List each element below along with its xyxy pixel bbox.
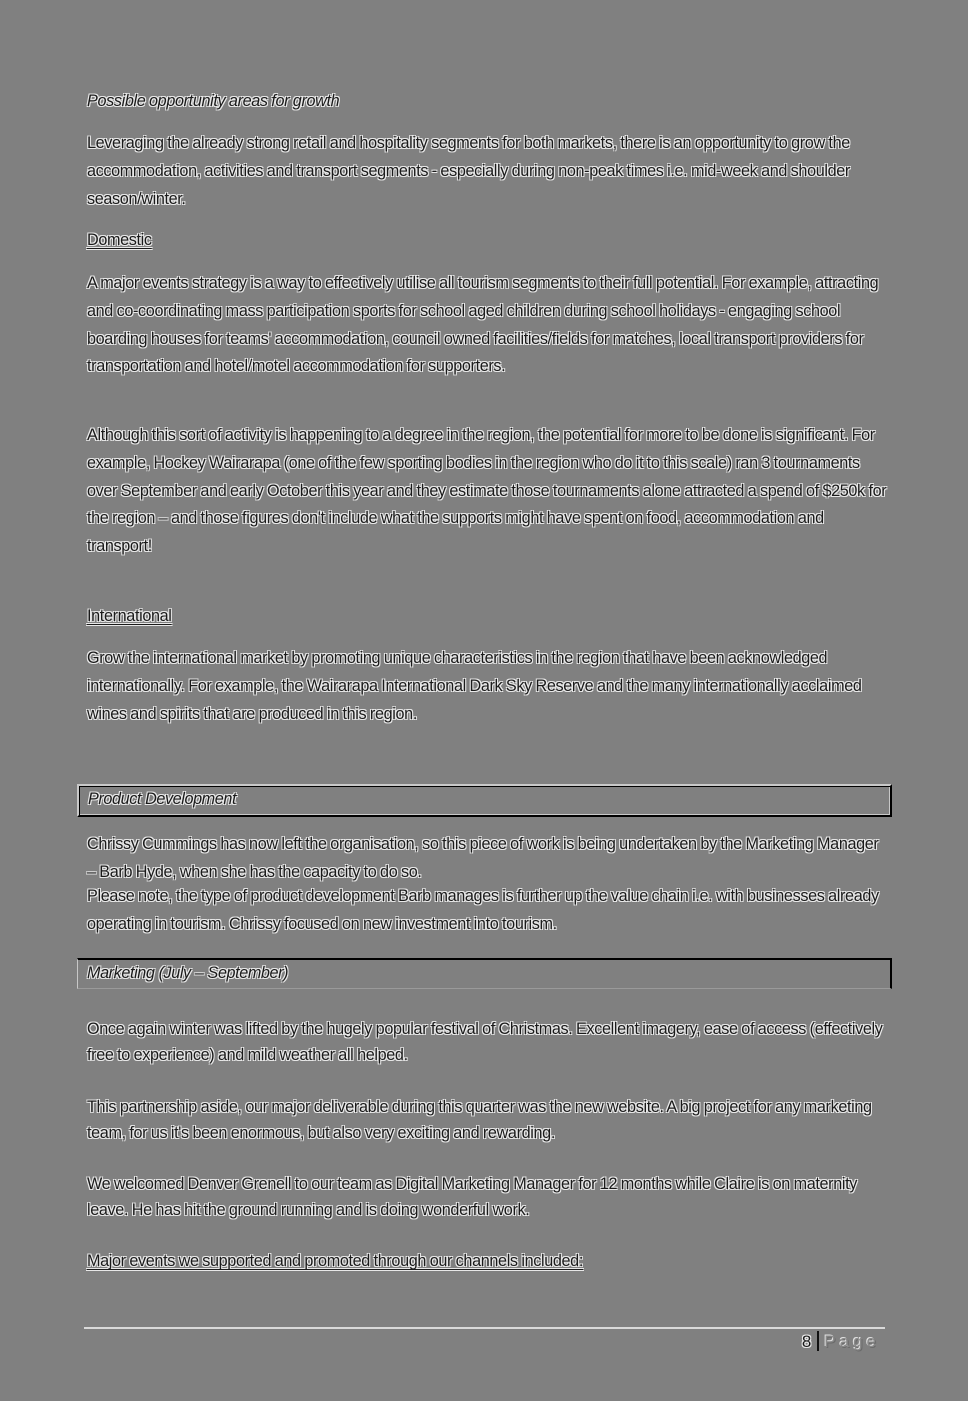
major-events-heading-text: Major events we supported and promoted through our channels included:: [87, 1252, 583, 1270]
domestic-paragraph-2: Although this sort of activity is happening to a degree in the region, the potential for more to be done is significant. For example, Hockey Wairarapa (one of the few sporting bodies in the region who do it to this scale) ran 3 tournaments over September and early October this year and they estimate those tournaments alone attracted a spend of $250k for the region – and those figures don't include what the supports might have spent on food, accommodation and transport!: [87, 426, 887, 556]
major-events-heading: [87, 1248, 887, 1274]
section-box-marketing: [77, 958, 892, 989]
growth-paragraph: Leveraging the already strong retail and hospitality segments for both markets, there is an opportunity to grow the accommodation, activities and transport segments - especially during non-peak times i.e. mid-week and shoulder season/winter.: [87, 134, 850, 208]
international-heading: [87, 603, 887, 631]
marketing-paragraph-1: Once again winter was lifted by the hugely popular festival of Christmas. Excellent imagery, ease of access (effectively free to experience) and mild weather all helped.: [87, 1020, 883, 1064]
page-footer: [802, 1331, 880, 1353]
domestic-paragraph-1: A major events strategy is a way to effectively utilise all tourism segments to their full potential. For example, attracting and co-coordinating mass participation sports for school aged children during school holidays - engaging school boarding houses for teams' accommodation, council owned facilities/fields for matches, local transport providers for transportation and hotel/motel accommodation for supporters.: [87, 274, 879, 376]
domestic-heading: [87, 227, 887, 255]
section-box-product-development: [77, 784, 892, 817]
section-title-marketing: Marketing (July – September): [87, 964, 289, 982]
section-title-product-development: Product Development: [88, 790, 237, 808]
page-label: Page: [824, 1332, 880, 1351]
international-heading-text: International: [87, 607, 172, 625]
page-separator: [817, 1331, 819, 1351]
growth-heading: Possible opportunity areas for growth: [87, 92, 340, 110]
marketing-paragraph-3: We welcomed Denver Grenell to our team as Digital Marketing Manager for 12 months while Claire is on maternity leave. He has hit the ground running and is doing wonderful work.: [87, 1175, 858, 1219]
page-number: 8: [801, 1332, 812, 1351]
product-development-line-2: Please note, the type of product development Barb manages is further up the value chain i.e. with businesses already operating in tourism. Chrissy focused on new investment into tourism.: [87, 887, 879, 933]
international-paragraph: Grow the international market by promoting unique characteristics in the region that have been acknowledged internationally. For example, the Wairarapa International Dark Sky Reserve and the many internationally acclaimed wines and spirits that are produced in this region.: [87, 649, 862, 723]
marketing-paragraph-2: This partnership aside, our major deliverable during this quarter was the new website. A big project for any marketing team, for us it's been enormous, but also very exciting and rewarding.: [87, 1098, 872, 1142]
product-development-line-1: Chrissy Cummings has now left the organisation, so this piece of work is being undertaken by the Marketing Manager – Barb Hyde, when she has the capacity to do so.: [87, 835, 879, 881]
domestic-heading-text: Domestic: [87, 231, 152, 249]
footer-divider: [84, 1327, 885, 1329]
